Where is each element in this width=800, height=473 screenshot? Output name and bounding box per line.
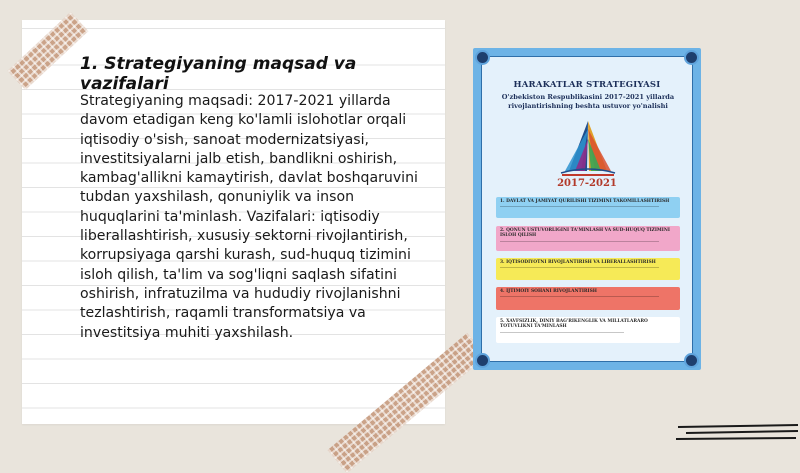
poster-panel: [481, 56, 693, 362]
slide-title: 1. Strategiyaning maqsad va vazifalari: [80, 54, 357, 94]
priority-bar-title: 5. XAVFSIZLIK, DINIY BAG'RIKENGLIK VA MILLATLARARO TOTUVLIKNI TA'MINLASH: [500, 319, 648, 330]
priority-bar-text-line: [500, 296, 659, 297]
priority-bar-1: [496, 197, 680, 218]
poster-corner-icon: [475, 50, 490, 65]
priority-bar-title: 3. IQTISODIYOTNI RIVOJLANTIRISH VA LIBERALLASHTIRISH: [500, 260, 656, 265]
priority-bar-3: [496, 258, 680, 280]
sail-emblem-icon: [557, 119, 619, 175]
poster-divider: [562, 174, 614, 176]
poster-heading: HARAKATLAR STRATEGIYASI: [513, 80, 661, 90]
priority-bar-5: [496, 317, 680, 343]
priority-bar-2: [496, 226, 680, 251]
priority-bar-title: 1. DAVLAT VA JAMIYAT QURILISHI TIZIMINI TAKOMILLASHTIRISH: [500, 199, 670, 204]
priority-bar-text-line: [500, 241, 659, 242]
priority-bar-4: [496, 287, 680, 310]
priority-bar-text-line: [500, 332, 624, 333]
slide-body: Strategiyaning maqsadi: 2017-2021 yillarda davom etadigan keng ko'lamli islohotlar orqali iqtisodiy o'sish, sanoat modernizatsiyasi, investitsiyalarni jalb etish, bandlikni oshirish, kambag'allikni kamaytirish, davlat boshqaruvini tubdan yaxshilash, qonuniylik va inson huquqlarini ta'minlash. Vazifalari: iqtisodiy liberallashtirish, xususiy sektorni rivojlantirish, korrupsiyaga qarshi kurash, sud-huquq tizimini isloh qilish, ta'lim va sog'liqni saqlash sifatini oshirish, infratuzilma va hududiy rivojlanishni tezlashtirish, raqamli transformatsiya va investitsiya muhiti yaxshilash.: [80, 93, 418, 341]
poster-corner-icon: [475, 353, 490, 368]
poster-year: 2017-2021: [557, 178, 617, 189]
decorative-lines-icon: [676, 422, 800, 446]
poster-subheading: O'zbekiston Respublikasini 2017-2021 yillarda rivojlantirishning beshta ustuvor yo'nalishi: [501, 93, 675, 110]
priority-bar-title: 2. QONUN USTUVORLIGINI TA'MINLASH VA SUD-HUQUQ TIZIMINI ISLOH QILISH: [500, 228, 670, 239]
priority-bar-text-line: [500, 206, 659, 207]
priority-bar-text-line: [500, 267, 659, 268]
strategy-poster: [473, 48, 701, 370]
poster-corner-icon: [684, 353, 699, 368]
poster-corner-icon: [684, 50, 699, 65]
priority-bar-title: 4. IJTIMOIY SOHANI RIVOJLANTIRISH: [500, 289, 597, 294]
